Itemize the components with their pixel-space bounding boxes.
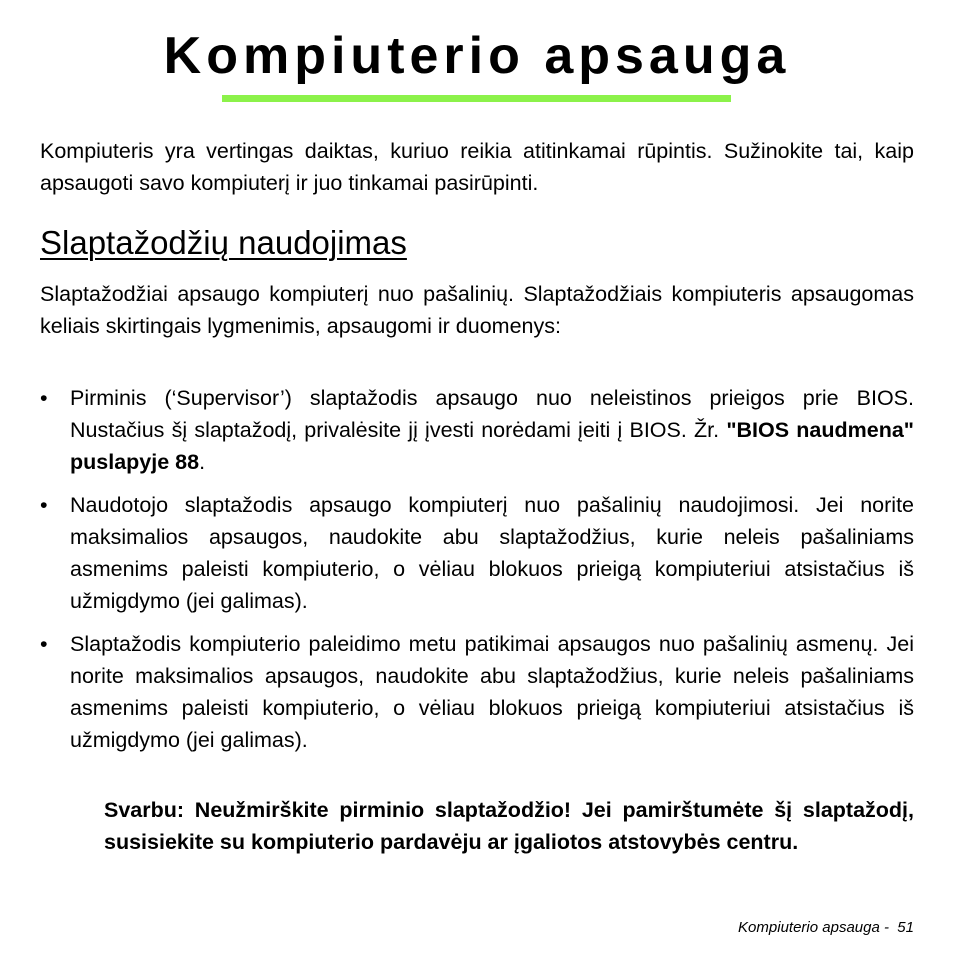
list-item-text: Naudotojo slaptažodis apsaugo kompiuterį nuo pašalinių naudojimosi. Jei norite maksimalios apsaugos, naudokite abu slaptažodžius, kurie neleis pašaliniams asmenims paleisti kompiuterio, o vėliau blokuos prieigą kompiuteriui atsistačius iš užmigdymo (jei galimas). xyxy=(70,493,914,613)
bullet-icon: • xyxy=(40,386,48,410)
cross-reference-link[interactable]: "BIOS naudmena" puslapyje 88 xyxy=(70,418,914,474)
title-underline-bar xyxy=(222,95,731,102)
section-heading: Slaptažodžių naudojimas xyxy=(40,224,407,261)
list-item xyxy=(40,382,914,478)
list-item xyxy=(40,489,914,617)
important-note: Svarbu: Neužmirškite pirminio slaptažodžio! Jei pamirštumėte šį slaptažodį, susisiekite su kompiuterio pardavėju ar įgaliotos atstovybės centru. xyxy=(104,798,914,854)
bullet-list xyxy=(40,382,914,767)
bullet-icon: • xyxy=(40,632,48,656)
section-paragraph: Slaptažodžiai apsaugo kompiuterį nuo pašalinių. Slaptažodžiais kompiuteris apsaugomas keliais skirtingais lygmenimis, apsaugomi ir duomenys: xyxy=(40,282,914,338)
list-item-text-end: . xyxy=(199,450,206,474)
page-footer: Kompiuterio apsauga - 51 xyxy=(738,919,914,936)
list-item-text: Pirminis (‘Supervisor’) slaptažodis apsaugo nuo neleistinos prieigos prie BIOS. Nustačius šį slaptažodį, privalėsite jį įvesti norėdami įeiti į BIOS. Žr. xyxy=(70,386,914,442)
intro-paragraph: Kompiuteris yra vertingas daiktas, kuriuo reikia atitinkamai rūpintis. Sužinokite tai, kaip apsaugoti savo kompiuterį ir juo tinkamai pasirūpinti. xyxy=(40,139,914,195)
page-title: Kompiuterio apsauga xyxy=(163,27,791,85)
bullet-icon: • xyxy=(40,493,48,517)
list-item-text: Slaptažodis kompiuterio paleidimo metu patikimai apsaugos nuo pašalinių asmenų. Jei norite maksimalios apsaugos, naudokite abu slaptažodžius, kurie neleis pašaliniams asmenims paleisti kompiuterio, o vėliau blokuos prieigą kompiuteriui atsistačius iš užmigdymo (jei galimas). xyxy=(70,632,914,752)
list-item xyxy=(40,628,914,756)
